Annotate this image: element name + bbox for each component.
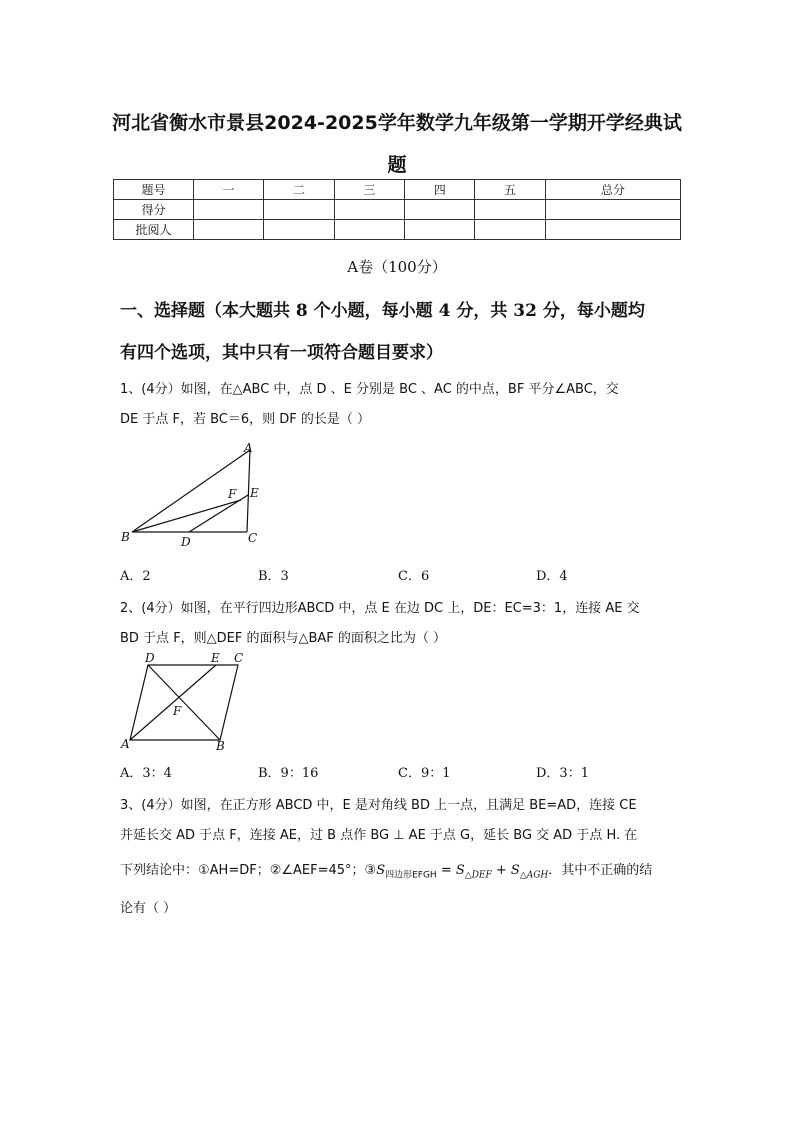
q1-label-e: E [250, 486, 259, 500]
q2-segment-ae [130, 665, 216, 740]
q1-label-c: C [248, 531, 258, 545]
q3-text-line2: 并延长交 AD 于点 F，连接 AE，过 B 点作 BG ⊥ AE 于点 G，延长 BG 交 AD 于点 H. 在 [120, 828, 638, 843]
q3-area-def: S [455, 863, 465, 878]
score-table [113, 179, 681, 240]
score-cell [405, 220, 475, 240]
score-cell [475, 200, 545, 220]
paper-section-label: A卷（100分） [347, 258, 447, 276]
q3-area-main: S [376, 863, 386, 878]
score-table-header: 五 [475, 180, 545, 200]
exam-title-line1: 河北省衡水市景县2024-2025学年数学九年级第一学期开学经典试 [112, 112, 682, 134]
score-row-label: 得分 [114, 200, 194, 220]
q2-label-f: F [173, 704, 182, 718]
q1-option-d[interactable]: D．4 [536, 569, 568, 584]
q3-plus-sign: + [491, 863, 511, 878]
q1-label-a: A [244, 441, 253, 455]
score-table-header: 总分 [545, 180, 680, 200]
q3-text-line3 [120, 859, 652, 881]
score-table-row [114, 200, 681, 220]
score-table-header: 题号 [114, 180, 194, 200]
q3-conclusions-text: 下列结论中：①AH=DF；②∠AEF=45°；③ [120, 863, 377, 878]
score-table-header: 三 [334, 180, 404, 200]
q1-text-line1: 1、(4分）如图，在△ABC 中，点 D 、E 分别是 BC 、AC 的中点，BF 平分∠ABC，交 [120, 382, 619, 397]
exam-title-line2: 题 [387, 154, 407, 176]
q3-text-line4: 论有（ ） [120, 901, 177, 916]
q3-conclusions-tail: ．其中不正确的结 [548, 863, 653, 878]
score-cell [545, 200, 680, 220]
score-cell [405, 200, 475, 220]
q2-text-line2: BD 于点 F，则△DEF 的面积与△BAF 的面积之比为（ ） [120, 631, 447, 646]
q1-segment-bf [132, 500, 241, 532]
score-table-header: 二 [264, 180, 334, 200]
q1-text-line2: DE 于点 F，若 BC＝6，则 DF 的长是（ ） [120, 412, 371, 427]
section-heading-line1: 一、选择题（本大题共 8 个小题，每小题 4 分，共 32 分，每小题均 [120, 301, 645, 321]
score-cell [194, 220, 264, 240]
q1-label-f: F [228, 487, 237, 501]
q1-triangle-figure [115, 440, 275, 550]
q3-area-main-subscript: 四边形EFGH [385, 870, 437, 881]
q1-option-c[interactable]: C．6 [398, 569, 430, 584]
score-cell [264, 200, 334, 220]
q2-text-line1: 2、(4分）如图，在平行四边形ABCD 中，点 E 在边 DC 上，DE：EC=3：1，连接 AE 交 [120, 601, 640, 616]
score-table-header: 一 [194, 180, 264, 200]
q2-label-c: C [234, 651, 244, 665]
score-table-row [114, 220, 681, 240]
q2-label-d: D [145, 651, 155, 665]
q2-option-a[interactable]: A．3：4 [120, 766, 172, 781]
q1-option-b[interactable]: B．3 [258, 569, 289, 584]
score-cell [545, 220, 680, 240]
q3-text-line1: 3、(4分）如图，在正方形 ABCD 中，E 是对角线 BD 上一点，且满足 BE=AD，连接 CE [120, 798, 637, 813]
q2-label-e: E [211, 651, 220, 665]
q2-label-b: B [216, 739, 225, 753]
q1-label-d: D [181, 535, 191, 549]
score-table-header: 四 [405, 180, 475, 200]
q1-option-a[interactable]: A．2 [120, 569, 151, 584]
score-cell [475, 220, 545, 240]
q3-area-def-subscript: △DEF [464, 870, 492, 881]
score-cell [194, 200, 264, 220]
q3-area-agh: S [510, 863, 520, 878]
score-row-label: 批阅人 [114, 220, 194, 240]
q2-parallelogram-figure [115, 648, 260, 758]
q3-equals-sign: = [436, 863, 456, 878]
q2-option-c[interactable]: C．9：1 [398, 766, 451, 781]
q2-segment-bd [148, 665, 220, 740]
q2-label-a: A [121, 737, 130, 751]
q1-label-b: B [121, 530, 130, 544]
score-cell [334, 220, 404, 240]
section-heading-line2: 有四个选项，其中只有一项符合题目要求） [120, 343, 443, 363]
q2-option-d[interactable]: D．3：1 [536, 766, 589, 781]
score-cell [264, 220, 334, 240]
q2-option-b[interactable]: B．9：16 [258, 766, 319, 781]
score-cell [334, 200, 404, 220]
q3-area-agh-subscript: △AGH [519, 870, 549, 881]
score-table-header-row [114, 180, 681, 200]
